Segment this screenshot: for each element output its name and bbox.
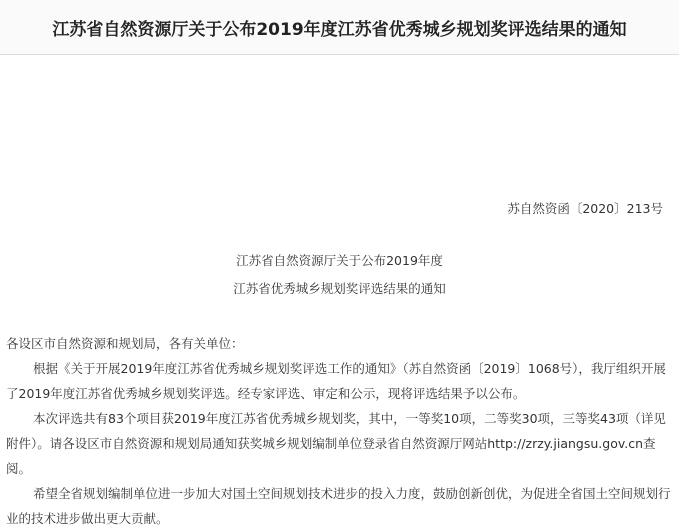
body-paragraph-1: 根据《关于开展2019年度江苏省优秀城乡规划奖评选工作的通知》（苏自然资函〔2019〕1068号），我厅组织开展了2019年度江苏省优秀城乡规划奖评选。经专家评选、审定和公示，现将评选结果予以公布。 <box>6 361 666 401</box>
document-number: 苏自然资函〔2020〕213号 <box>507 201 663 216</box>
salutation: 各设区市自然资源和规划局，各有关单位： <box>6 336 244 351</box>
article-title: 江苏省自然资源厅关于公布2019年度江苏省优秀城乡规划奖评选结果的通知 <box>0 0 679 55</box>
notice-subtitle-line-1: 江苏省自然资源厅关于公布2019年度 <box>236 253 443 268</box>
notice-body <box>6 331 672 531</box>
notice-subtitle-line-2: 江苏省优秀城乡规划奖评选结果的通知 <box>233 281 446 296</box>
body-paragraph-2: 本次评选共有83个项目获2019年度江苏省优秀城乡规划奖，其中，一等奖10项，二等奖30项，三等奖43项（详见附件）。请各设区市自然资源和规划局通知获奖城乡规划编制单位登录省自然资源厅网站http://zrzy.jiangsu.gov.cn查阅。 <box>6 411 666 476</box>
body-paragraph-3: 希望全省规划编制单位进一步加大对国土空间规划技术进步的投入力度，鼓励创新创优，为促进全省国土空间规划行业的技术进步做出更大贡献。 <box>6 486 671 526</box>
